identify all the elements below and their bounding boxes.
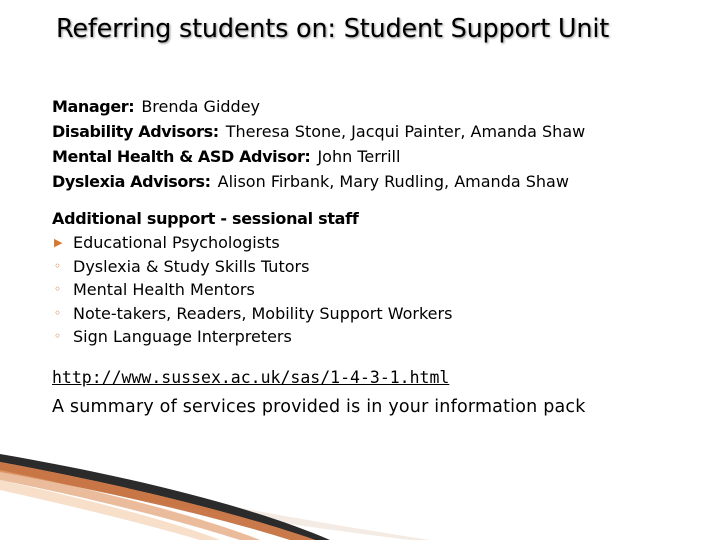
list-item bbox=[52, 325, 692, 349]
staff-names: John Terrill bbox=[317, 147, 401, 166]
sas-page-link[interactable]: http://www.sussex.ac.uk/sas/1-4-3-1.html bbox=[52, 368, 450, 387]
staff-names: Theresa Stone, Jacqui Painter, Amanda Shaw bbox=[225, 122, 586, 141]
staff-names: Alison Firbank, Mary Rudling, Amanda Shaw bbox=[217, 172, 569, 191]
additional-support-section bbox=[52, 206, 692, 349]
staff-role: Disability Advisors: bbox=[52, 122, 219, 141]
slide-title: Referring students on: Student Support Unit bbox=[56, 14, 610, 44]
list-item bbox=[52, 302, 692, 326]
list-item bbox=[52, 231, 692, 255]
staff-role: Manager: bbox=[52, 97, 135, 116]
support-heading: Additional support - sessional staff bbox=[52, 209, 359, 228]
list-item-text: Sign Language Interpreters bbox=[73, 327, 292, 346]
staff-role: Mental Health & ASD Advisor: bbox=[52, 147, 311, 166]
list-item-text: Mental Health Mentors bbox=[73, 280, 255, 299]
arrow-bullet-icon: ▶ bbox=[54, 236, 63, 249]
staff-list bbox=[52, 94, 692, 194]
staff-row-disability bbox=[52, 119, 692, 144]
staff-row-mental-health bbox=[52, 144, 692, 169]
circle-bullet-icon: ◦ bbox=[54, 329, 62, 343]
list-item bbox=[52, 255, 692, 279]
summary-text: A summary of services provided is in your information pack bbox=[52, 397, 586, 417]
staff-role: Dyslexia Advisors: bbox=[52, 172, 211, 191]
circle-bullet-icon: ◦ bbox=[54, 258, 62, 273]
links-section bbox=[52, 364, 702, 422]
list-item-text: Note-takers, Readers, Mobility Support Workers bbox=[73, 303, 453, 323]
circle-bullet-icon: ◦ bbox=[54, 305, 62, 320]
list-item-text: Educational Psychologists bbox=[73, 233, 280, 252]
staff-row-manager bbox=[52, 94, 692, 119]
staff-row-dyslexia bbox=[52, 169, 692, 194]
staff-names: Brenda Giddey bbox=[141, 97, 261, 116]
support-list bbox=[52, 231, 692, 349]
list-item-text: Dyslexia & Study Skills Tutors bbox=[73, 256, 310, 276]
list-item bbox=[52, 278, 692, 302]
ribbon-decoration bbox=[0, 440, 720, 540]
circle-bullet-icon: ◦ bbox=[54, 282, 62, 296]
